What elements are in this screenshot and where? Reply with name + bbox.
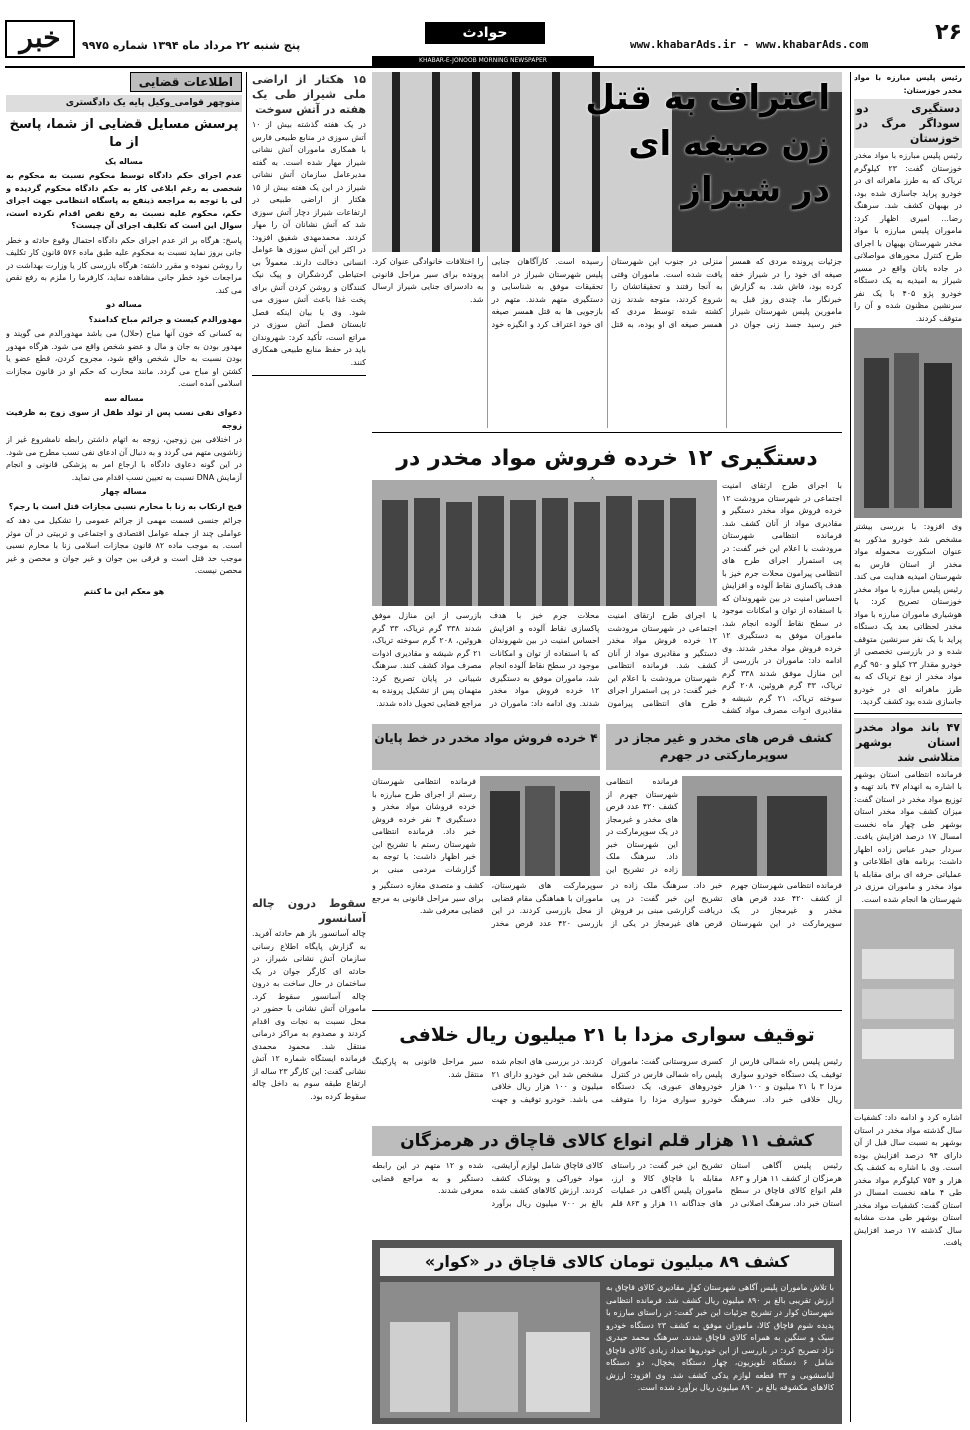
masthead-rule: [5, 66, 965, 68]
kavar-photo: [380, 1282, 600, 1418]
sub-right-photo: [682, 776, 842, 876]
newspaper-logo: خبر: [5, 20, 75, 58]
drug-photo: [372, 480, 717, 606]
hectares-column: [252, 72, 366, 1422]
q4-text: قبح ارتکاب به زنا با محارم نسبی مجازات قتل است یا رجم؟: [8, 501, 242, 511]
sub-right-title: کشف قرص های مخدر و غیر مجاز در سوپرمارکتی در جهرم: [606, 724, 842, 770]
kavar-body: با تلاش ماموران پلیس آگاهی شهرستان کوار مقادیری کالای قاچاق به ارزش تقریبی بالغ بر ۸۹۰ میلیون ریال کشف شد. فرمانده انتظامی شهرستان کوار در تشریح جزئیات این خبر گفت: در راستای مبارزه با پدیده شوم قاچاق کالا، ماموران موفق به کشف ۲۳ دستگاه خودرو سبک و سنگین به همراه کالای قاچاق شدند. سرهنگ محمد حیدری نژاد تصریح کرد: در بازرسی از این خودروها تعداد زیادی کالای قاچاق شامل ۶ دستگاه تلویزیون، چهار دستگاه یخچال، دو دستگاه لباسشویی و ۳۳ قطعه لوازم یدکی کشف شد. وی افزود: ارزش کالاهای مکشوفه بالغ بر ۸۹۰ میلیون ریال برآورد شده است.: [606, 1283, 834, 1392]
top-story-headline: [460, 78, 830, 210]
drug-headline: دستگیری ۱۲ خرده فروش مواد مخدر در: [396, 446, 818, 471]
section-title: حوادث: [425, 22, 545, 44]
a2-text: به کسانی که خون آنها مباح (حلال) می باشد مهدورالدم می گویند و مهدور بودن به جان و مال و عضو شخص واقع می شود. هرگاه مهدور بودن نسبت به حال شخص واقع شود، مجروح کردن، قطع عضو یا کشتن او مباح می گردد. مانند محارب که حکم او در قانون مجازات اسلامی آمده است.: [6, 329, 242, 388]
legal-col-divider: [246, 72, 247, 1422]
a2-title: ۴۷ باند مواد مخدر استان بوشهر متلاشی شد: [854, 718, 962, 767]
sub-left-body: فرمانده انتظامی شهرستان رستم از اجرای طرح مبارزه با خرده فروشان مواد مخدر و دستگیری ۴ نفر خرده فروش خبر داد. فرمانده انتظامی شهرستان رستم با تشریح این خبر اظهار داشت: با توجه به گزارشات مردمی مبنی بر: [372, 777, 476, 874]
hectares-divider: [252, 375, 366, 376]
right-column: [854, 72, 962, 1422]
hectares-body: در یک هفته گذشته بیش از ۱۰ آتش سوزی در منابع طبیعی فارس با همکاری ماموران آتش نشانی شیراز مهار شده است. به گفته مدیرعامل سازمان آتش نشانی شیراز در این یک هفته بیش از ۱۵ هکتار از اراضی طبیعی در ارتفاعات شیراز دچار آتش سوزی شد که آتش نشانان آن را مهار کردند. محمدمهدی شفیق افزود: در اکثر این آتش سوزی ها عوامل انسانی دخالت دارند. معمولاً بی احتیاطی گردشگران و پیک نیک کنندگان و روشن کردن آتش برای پخت غذا باعث آتش سوزی می شود. وی با بیان اینکه فصل تابستان فصل آتش سوزی در مراتع است، تأکید کرد: شهروندان باید در حفظ منابع طبیعی همکاری کنند.: [252, 120, 366, 367]
a4-text: جرائم جنسی قسمت مهمی از جرائم عمومی را تشکیل می دهد که عواملی چند از جمله عوامل اقتصادی و اجتماعی و تربیتی در آن موثر است. به موجب ماده ۸۲ قانون مجازات اسلامی زنا با محارم نسبی موجب حد قتل است و فرقی بین جوان و غیر جوان و محصن و غیر محصن نیست.: [6, 516, 242, 575]
mazda-headline: توقیف سواری مزدا با ۲۱ میلیون ریال خلافی: [399, 1024, 815, 1046]
lineup-suspects-image: [372, 480, 717, 606]
drug-top-rule: [372, 432, 842, 433]
q2-text: مهدورالدم کیست و جرائم مباح کدامند؟: [88, 314, 242, 324]
q4-label: مساله چهار: [101, 487, 147, 496]
a1-body2: وی افزود: با بررسی بیشتر مشخص شد خودرو مذکور به عنوان اسکورت محموله مواد مخدر از استان فارس به شهرستان امیدیه هدایت می کند. رئیس پلیس مبارزه با مواد مخدر خوزستان تصریح کرد: با هوشیاری ماموران مبارزه با مواد مخدر لحظاتی بعد یک دستگاه پراید با یک نفر سرنشین متوقف شده و در بازرسی تخصصی از خودرو مقدار ۲۳ کیلو و ۹۵۰ گرم مواد مخدر از نوع تریاک که به طرز ماهرانه ای در خودرو جاسازی شده بود کشف گردید.: [854, 522, 962, 706]
right-col-divider: [850, 72, 851, 1422]
drug-body-bottom: با اجرای طرح ارتقای امنیت اجتماعی در شهرستان مرودشت ۱۲ خرده فروش مواد مخدر دستگیر و مقادیری مواد از آنان کشف شد. فرمانده انتظامی شهرستان مرودشت با اعلام این خبر گفت: در پی استمرار اجرای طرح های انتظامی پیرامون محلات جرم خیز با هدف پاکسازی نقاط آلوده و افزایش احساس امنیت در بین شهروندان که با استفاده از توان و امکانات موجود در سطح نقاط آلوده انجام شد، ماموران موفق به دستگیری ۱۲ خرده فروش مواد مخدر شدند. وی ادامه داد: ماموران در بازرسی از این منازل موفق شدند ۳۳۸ گرم تریاک، ۳۳ گرم هروئین، ۲۰۸ گرم سوخته تریاک، ۲۱ گرم شیشه و مقادیری ادوات مصرف مواد کشف کنند. سرهنگ شیبانی در پایان تصریح کرد: متهمان پس از تشکیل پرونده به مراجع قضایی تحویل داده شدند.: [372, 611, 717, 708]
sub-right-body: فرمانده انتظامی شهرستان جهرم از کشف ۴۲۰ عدد قرص های مخدر و غیرمجاز در یک سوپرمارکت در این شهرستان خبر داد. سرهنگ ملک زاده در تشریح این: [606, 777, 678, 874]
q1-label: مساله یک: [105, 156, 143, 166]
elevator-title: سقوط درون چاله آسانسور: [252, 897, 366, 925]
legal-footer: هو معکم این ما کنتم: [83, 586, 165, 596]
q3-label: مساله سه: [104, 393, 144, 403]
q1-text: عدم اجرای حکم دادگاه توسط محکوم نسبت به محکوم به شخصی به رغم ابلاغی کار به حکم دادگاه محکوم گردیده و لی با توجه به مراجعه ذینفع به پاسگاه انتظامی جهت اجرای حکم، محکوم علیه نسبت به رفع نقص اقدام نکرده است، سوال این است که تکلیف اجرای آن چیست؟: [6, 171, 242, 230]
handcuffed-suspects-image: [854, 328, 962, 518]
hectares-title: ۱۵ هکتار از اراضی ملی شیراز طی یک هفته در آتش سوخت: [252, 73, 366, 116]
q2-label: مساله دو: [106, 300, 142, 309]
hormozgan-headline: کشف ۱۱ هزار قلم انواع کالای قاچاق در هرمزگان: [372, 1126, 842, 1156]
q3-text: دعوای نفی نسب پس از تولد طفل از سوی زوج به ظرفیت زوجه: [6, 408, 242, 430]
sub-left-photo: [480, 776, 600, 876]
legal-column: [6, 72, 242, 1422]
seized-drugs-image: [854, 909, 962, 1109]
a1-text: پاسخ: هرگاه بر اثر عدم اجرای حکم دادگاه احتمال وقوع حادثه و خطر جانی بروز نماید نسبت به محکوم علیه طبق ماده ۵۷۶ قانون کار تکلیف را روشن نموده و مقرر داشته: هرگاه بازرسی کار یا وزارت بهداشت در مراجعات خود خطر جانی مشاهده نماید، کارفرما را ملزم به رفع نقص می کند.: [6, 235, 242, 295]
a1-kicker: رئیس پلیس مبارزه با مواد مخدر خوزستان:: [854, 73, 962, 95]
a3-text: در اختلافی بین زوجین، زوجه به اتهام داشتن رابطه نامشروع غیر از زناشویی متهم می گردد و به دنبال آن ادعای نفی نسب مطرح می شود. در این گونه دعاوی دادگاه با ارجاع امر به پزشکی قانونی و انجام آزمایش DNA نسبت به تعیین نسب اقدام می نماید.: [6, 435, 242, 482]
top-headline-line1: اعتراف به قتل: [585, 78, 830, 118]
a2-body: فرمانده انتظامی استان بوشهر با اشاره به انهدام ۴۷ باند تهیه و توزیع مواد مخدر در استان گفت: میزان کشف مواد مخدر استان بوشهر طی چهار ماه نخست امسال ۱۷ درصد افزایش یافت. سردار حیدر عباس زاده اظهار داشت: برنامه های اطلاعاتی و عملیاتی حرفه ای برای مقابله با مواد مخدر و ماموران مرزی در شهرستان ها انجام شده است.: [854, 769, 962, 904]
legal-byline: منوچهر قوامی_وکیل پایه یک دادگستری: [6, 95, 242, 112]
suspect-portraits-image: [682, 776, 842, 876]
a2-body2: اشاره کرد و ادامه داد: کشفیات سال گذشته مواد مخدر در استان بوشهر به نسبت سال قبل از آن دارای ۹۴ درصد افزایش بوده است. وی با اشاره به کشف یک هزار و ۷۵۴ کیلوگرم مواد مخدر طی ۴ ماهه نخست امسال در استان گفت: کشفیات مواد مخدر استان بوشهر طی مدت مشابه سال گذشته ۱۷ درصد افزایش یافت.: [854, 1113, 962, 1247]
sub-continued-body: فرمانده انتظامی شهرستان جهرم از کشف ۴۲۰ عدد قرص های مخدر و غیرمجاز در یک سوپرمارکت در این شهرستان خبر داد. سرهنگ ملک زاده در تشریح این خبر گفت: در پی دریافت گزارشی مبنی بر فروش قرص های غیرمجاز در یکی از سوپرمارکت های شهرستان، ماموران با هماهنگی مقام قضایی از محل بازرسی کردند. در این بازرسی ۴۲۰ عدد قرص مخدر کشف و متصدی مغازه دستگیر و برای سیر مراحل قانونی به مرجع قضایی معرفی شد.: [372, 881, 842, 928]
site-url[interactable]: www.khabarAds.ir - www.khabarAds.com: [630, 38, 869, 51]
mazda-body: رئیس پلیس راه شمالی فارس از توقیف یک دستگاه خودرو سواری مزدا ۳ با ۲۱ میلیون و ۱۰۰ هزار ریال خلافی خبر داد. سرهنگ کسری سروستانی گفت: ماموران پلیس راه شمالی فارس در کنترل خودروهای عبوری، یک دستگاه خودرو سواری مزدا را متوقف کردند. در بررسی های انجام شده مشخص شد این خودرو دارای ۲۱ میلیون و ۱۰۰ هزار ریال خلافی می باشد. خودرو توقیف و جهت سیر مراحل قانونی به پارکینگ منتقل شد.: [372, 1057, 842, 1104]
arrested-men-image: [480, 776, 600, 876]
a2-photo: [854, 909, 962, 1109]
top-story-body: جزئیات پرونده مردی که همسر صیغه ای خود را در شیراز خفه کرده بود، فاش شد. به گزارش خبرنگار ما، چندی روز قبل یه مامورین پلیس شهرستان شیراز خبر رسید جسد زنی جوان در منزلی در جنوب این شهرستان یافت شده است. ماموران وقتی به آنجا رفتند و تحقیقاتشان را شروع کردند، متوجه شدند زن کشته شده توسط مردی که همسر صیغه ای او بوده، به قتل رسیده است. کارآگاهان جنایی پلیس شهرستان شیراز در ادامه تحقیقات موفق به شناسایی و دستگیری متهم شدند. متهم در بازجویی ها به قتل همسر صیغه ای خود اعتراف کرد و انگیزه خود را اختلافات خانوادگی عنوان کرد. پرونده برای سیر مراحل قانونی به دادسرای جنایی شیراز ارسال شد.: [372, 257, 842, 329]
a1-photo: [854, 328, 962, 518]
top-headline-line3: در شیراز: [681, 170, 830, 210]
a1-body: رئیس پلیس مبارزه با مواد مخدر خوزستان گفت: ۲۳ کیلوگرم تریاک که به طرز ماهرانه ای در خودرو پراید جاسازی شده بود، در بهبهان کشف شد. سرهنگ رضا... امیری اظهار کرد: ماموران پلیس مبارزه با مواد مخدر شهرستان بهبهان با اجرای طرح کنترل محورهای مواصلاتی در جاده یاتان واقع در مسیر شیراز به امیدیه به یک دستگاه خودرو پژو ۴۰۵ با یک نفر سرنشین مظنون شده و آن را متوقف کردند.: [854, 151, 962, 323]
date-issue: پنج شنبه ۲۲ مرداد ماه ۱۳۹۴ شماره ۹۹۷۵: [82, 39, 301, 52]
mazda-top-rule: [372, 1010, 842, 1011]
legal-box-title: اطلاعات قضایی: [130, 72, 242, 92]
hormozgan-body: رئیس پلیس آگاهی استان هرمزگان از کشف ۱۱ هزار و ۸۶۳ قلم انواع کالای قاچاق در سطح استان خبر داد. سرهنگ اصلانی در تشریح این خبر گفت: در راستای مقابله با قاچاق کالا و ارز، ماموران پلیس آگاهی در عملیات های جداگانه ۱۱ هزار و ۸۶۳ قلم کالای قاچاق شامل لوازم آرایشی، مواد خوراکی و پوشاک کشف کردند. ارزش کالاهای کشف شده بالغ بر ۷۰۰ میلیون ریال برآورد شده و ۱۲ متهم در این رابطه دستگیر و به مراجع قضایی معرفی شدند.: [372, 1161, 842, 1208]
kavar-headline: کشف ۸۹ میلیون تومان کالای قاچاق در «کوار»: [380, 1248, 834, 1276]
top-headline-line2: زن صیغه ای: [628, 124, 830, 164]
drug-body-right: با اجرای طرح ارتقای امنیت اجتماعی در شهرستان مرودشت ۱۲ خرده فروش مواد مخدر دستگیر و مقادیری مواد از آنان کشف شد. فرمانده انتظامی شهرستان مرودشت با اعلام این خبر گفت: در پی استمرار اجرای طرح های انتظامی پیرامون محلات جرم خیز با هدف پاکسازی نقاط آلوده و افزایش احساس امنیت در بین شهروندان که با استفاده از توان و امکانات موجود در سطح نقاط آلوده انجام شد، ماموران موفق به دستگیری ۱۲ خرده فروش مواد مخدر شدند. وی ادامه داد: ماموران در بازرسی از این منازل موفق شدند ۳۳۸ گرم تریاک، ۳۳ گرم هروئین، ۲۰۸ گرم سوخته تریاک، ۲۱ گرم شیشه و مقادیری ادوات مصرف مواد کشف: [722, 481, 842, 715]
sub-left-title: ۴ خرده فروش مواد مخدر در خط پایان: [372, 724, 600, 770]
english-strip: KHABAR-E-JONOOB MORNING NEWSPAPER: [372, 56, 594, 66]
smuggled-goods-image: [380, 1282, 600, 1418]
elevator-body: چاله آسانسور باز هم حادثه آفرید. به گزارش پایگاه اطلاع رسانی سازمان آتش نشانی شیراز، در حادثه ای کارگر جوان در یک ساختمان در حال ساخت به درون چاله آسانسور سقوط کرد. ماموران آتش نشانی با حضور در محل نسبت به نجات وی اقدام کردند و مصدوم به مراکز درمانی منتقل شد. محمود محمدی فرمانده ایستگاه شماره ۱۲ آتش نشانی گفت: این کارگر ۲۳ ساله از ارتفاع طبقه سوم به داخل چاله سقوط کرده بود.: [252, 929, 366, 1101]
page-number: ۲۶: [935, 20, 962, 45]
a2-divider: [854, 713, 962, 714]
legal-title: پرسش مسایل قضایی از شما، پاسخ از ما: [9, 116, 239, 150]
a1-title: دستگیری دو سوداگر مرگ در خوزستان: [854, 99, 962, 148]
